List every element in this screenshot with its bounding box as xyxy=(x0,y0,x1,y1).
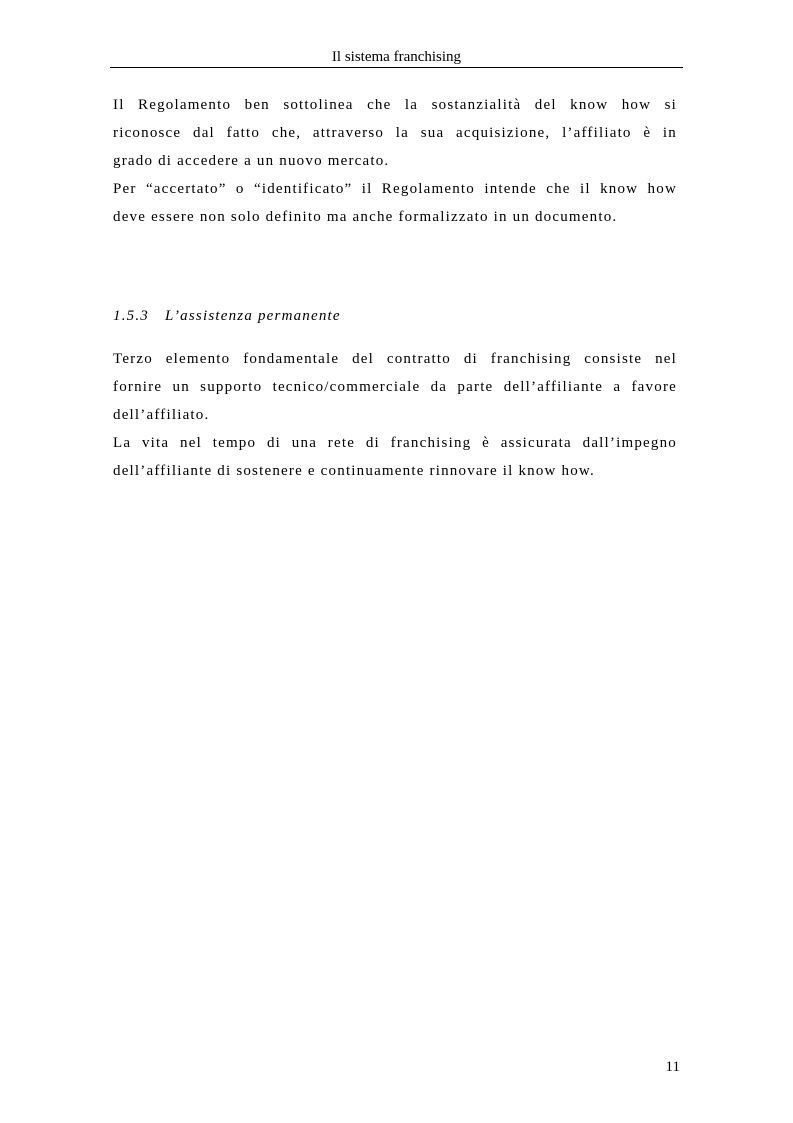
header-title: Il sistema franchising xyxy=(331,49,462,65)
text-block-assistance xyxy=(113,345,677,485)
page-number: 11 xyxy=(665,1059,680,1075)
paragraph-substantiality xyxy=(113,91,677,175)
text-line: Il Regolamento ben sottolinea che la sostanzialità del know how si xyxy=(113,97,677,113)
section-heading xyxy=(113,303,341,329)
text-line: dell’affiliante di sostenere e continuamente rinnovare il know how. xyxy=(113,463,595,479)
paragraph-identified xyxy=(113,175,677,231)
text-line: riconosce dal fatto che, attraverso la sua acquisizione, l’affiliato è in xyxy=(113,125,677,141)
text-line: grado di accedere a un nuovo mercato. xyxy=(113,153,390,169)
paragraph-third-element xyxy=(113,345,677,429)
paragraph-network-life xyxy=(113,429,677,485)
text-line: Per “accertato” o “identificato” il Regolamento intende che il know how xyxy=(113,181,677,197)
section-number: 1.5.3 xyxy=(113,308,149,324)
text-block-know-how xyxy=(113,91,677,231)
text-line: La vita nel tempo di una rete di franchising è assicurata dall’impegno xyxy=(113,435,677,451)
text-line: fornire un supporto tecnico/commerciale da parte dell’affiliante a favore xyxy=(113,379,677,395)
text-line: deve essere non solo definito ma anche formalizzato in un documento. xyxy=(113,209,618,225)
section-title: L’assistenza permanente xyxy=(165,308,341,324)
running-header xyxy=(110,47,683,68)
text-line: Terzo elemento fondamentale del contratto di franchising consiste nel xyxy=(113,351,677,367)
text-line: dell’affiliato. xyxy=(113,407,210,423)
